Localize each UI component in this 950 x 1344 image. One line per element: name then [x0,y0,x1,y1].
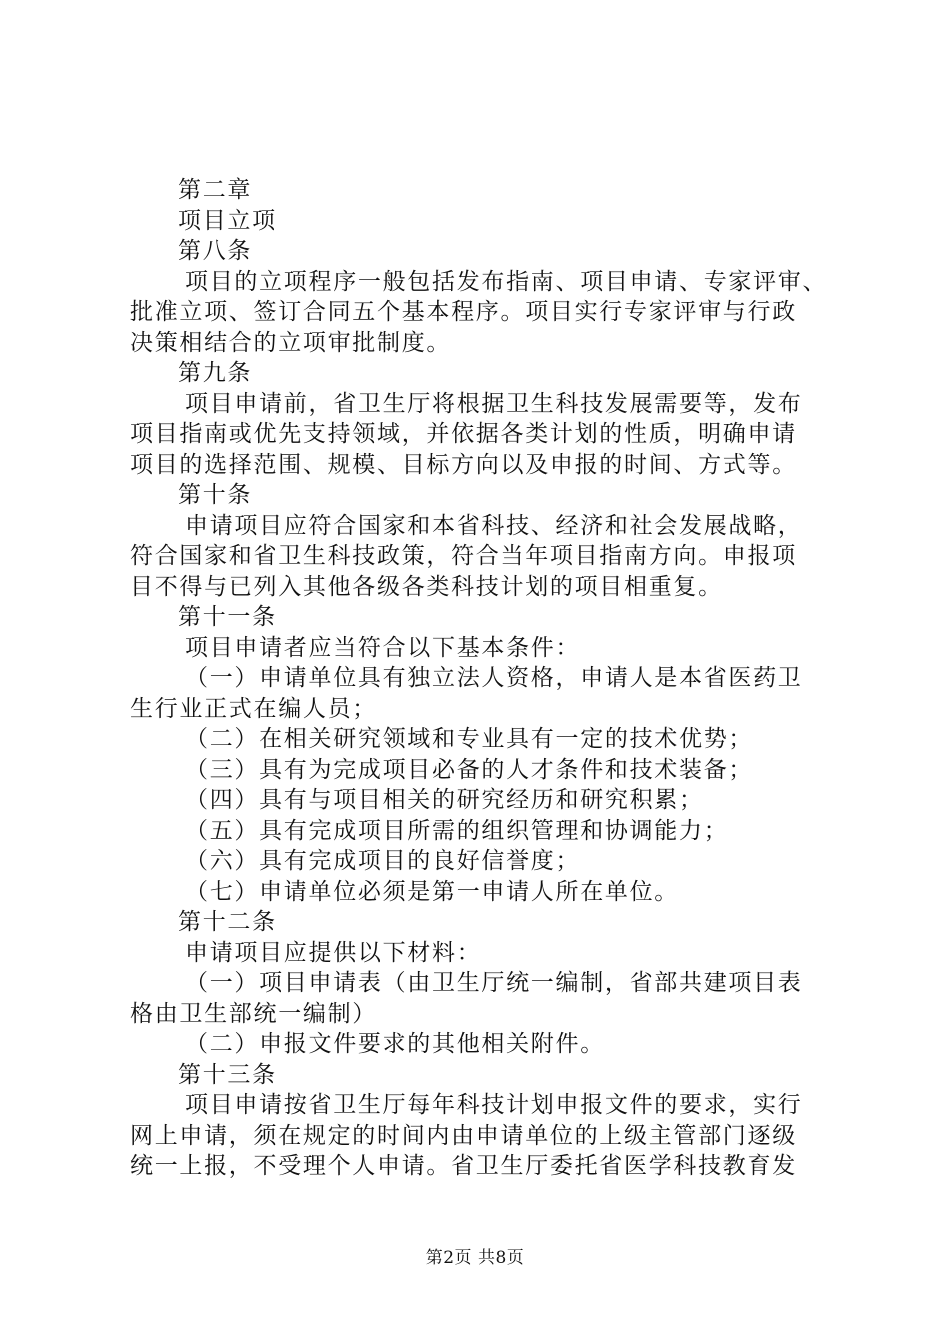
text-line: 项目申请者应当符合以下基本条件： [185,634,581,661]
text-line: （五）具有完成项目所需的组织管理和协调能力； [185,817,729,844]
text-line: 网上申请，须在规定的时间内由申请单位的上级主管部门逐级 [130,1122,797,1149]
text-line: 第十二条 [178,909,277,935]
text-line: 格由卫生部统一编制） [130,1000,377,1027]
text-line: 生行业正式在编人员； [130,695,377,722]
text-line: 目不得与已列入其他各级各类科技计划的项目相重复。 [130,573,723,600]
text-line: （二）在相关研究领域和专业具有一定的技术优势； [185,726,754,752]
text-line: 项目的选择范围、规模、目标方向以及申报的时间、方式等。 [130,451,797,478]
text-line: 决策相结合的立项审批制度。 [130,329,452,356]
page-number-footer: 第2页 共8页 [425,1248,525,1268]
text-line: （一）项目申请表（由卫生厅统一编制，省部共建项目表 [185,970,803,996]
text-line: 项目立项 [178,207,277,234]
text-line: 第十一条 [178,604,277,630]
text-line: （二）申报文件要求的其他相关附件。 [185,1031,605,1057]
text-line: 符合国家和省卫生科技政策，符合当年项目指南方向。申报项 [130,543,797,569]
text-line: 批准立项、签订合同五个基本程序。项目实行专家评审与行政 [130,299,797,325]
text-line: 申请项目应提供以下材料： [185,939,482,966]
text-line: 项目的立项程序一般包括发布指南、项目申请、专家评审、 [185,268,828,295]
text-line: 统一上报，不受理个人申请。省卫生厅委托省医学科技教育发 [130,1153,797,1179]
text-line: （三）具有为完成项目必备的人才条件和技术装备； [185,756,754,783]
text-line: （四）具有与项目相关的研究经历和研究积累； [185,787,704,813]
text-line: 第八条 [178,238,253,264]
text-line: （六）具有完成项目的良好信誉度； [185,848,581,874]
text-line: 项目指南或优先支持领域，并依据各类计划的性质，明确申请 [130,421,797,447]
text-line: 申请项目应符合国家和本省科技、经济和社会发展战略， [185,512,803,539]
document-body [130,175,830,1182]
text-line: 项目申请前，省卫生厅将根据卫生科技发展需要等，发布 [185,390,803,417]
text-line: （七）申请单位必须是第一申请人所在单位。 [185,878,679,905]
text-line: 第十三条 [178,1061,277,1088]
text-line: （一）申请单位具有独立法人资格，申请人是本省医药卫 [185,665,803,691]
text-line: 第九条 [178,360,253,386]
text-line: 第二章 [178,177,253,203]
text-line: 第十条 [178,482,253,508]
text-line: 项目申请按省卫生厅每年科技计划申报文件的要求，实行 [185,1092,803,1118]
